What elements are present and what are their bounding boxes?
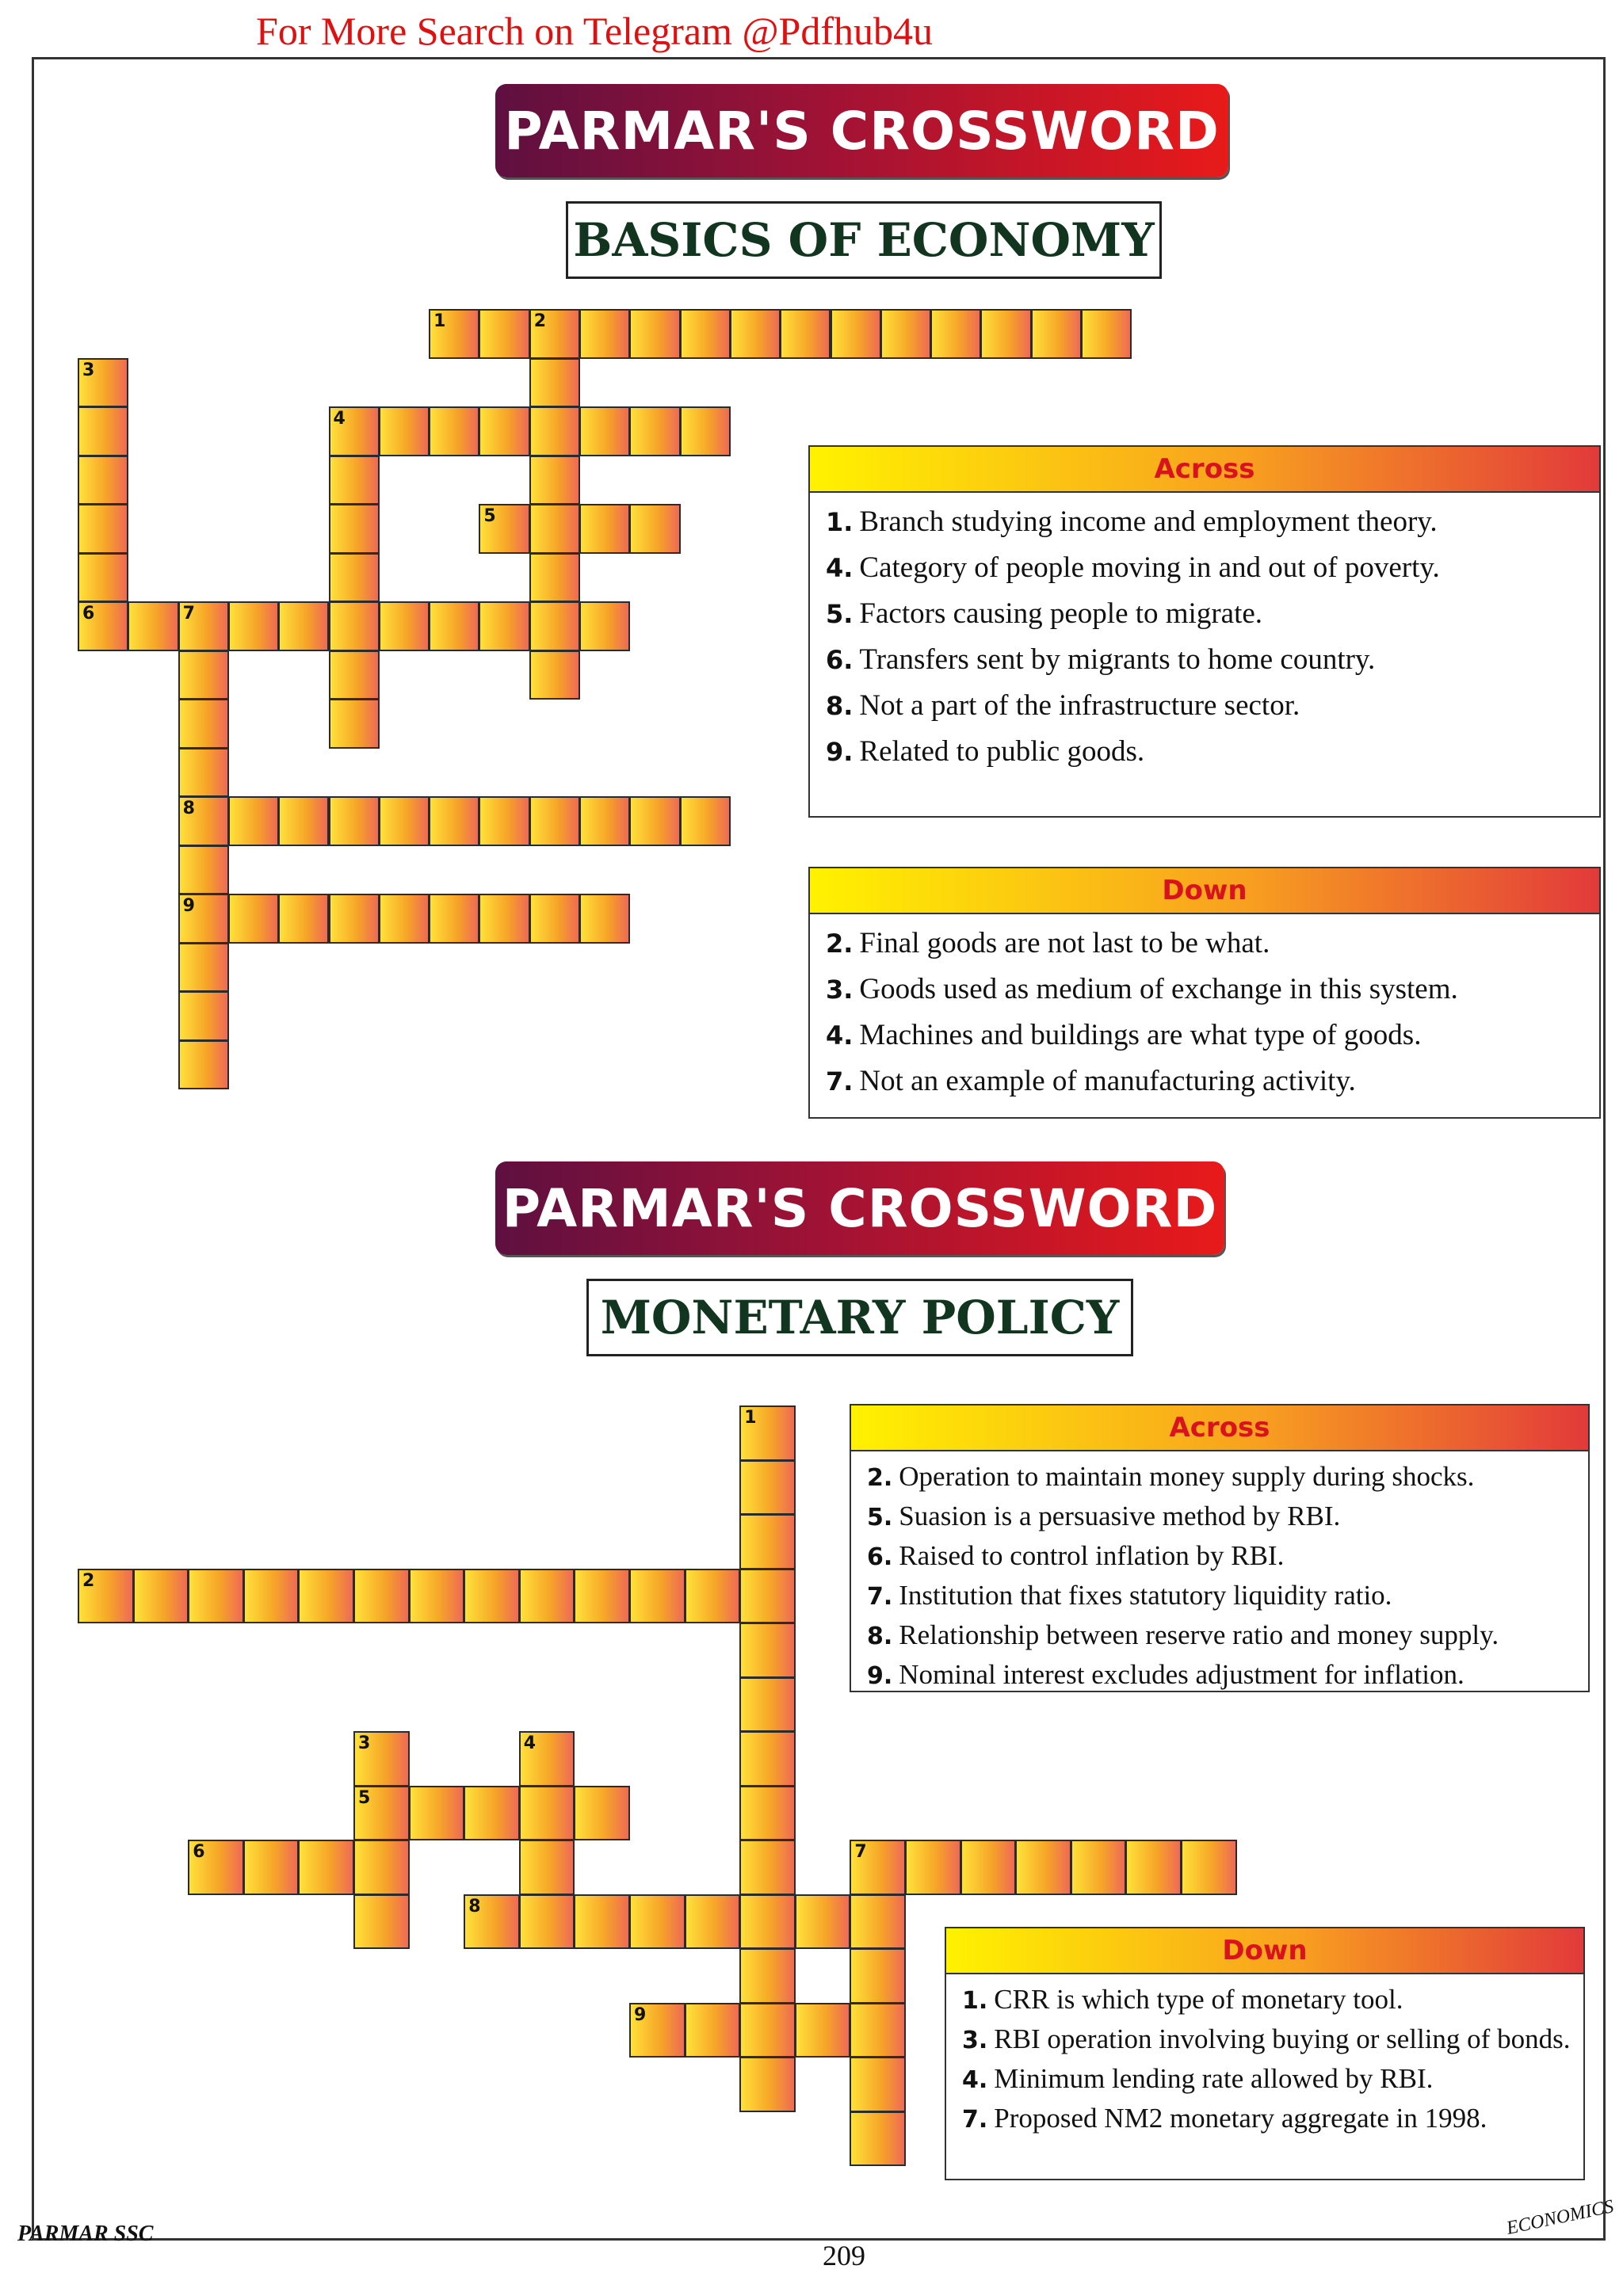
crossword-cell[interactable] bbox=[329, 650, 380, 700]
crossword-cell[interactable] bbox=[479, 504, 529, 554]
crossword-cell[interactable] bbox=[409, 1786, 465, 1841]
crossword-cell[interactable] bbox=[128, 601, 178, 651]
crossword-cell[interactable] bbox=[529, 406, 580, 456]
crossword-cell[interactable] bbox=[329, 504, 380, 554]
crossword-cell[interactable] bbox=[353, 1731, 410, 1787]
crossword-cell[interactable] bbox=[178, 796, 229, 846]
crossword-cell[interactable] bbox=[178, 601, 229, 651]
cell-number: 6 bbox=[193, 1842, 205, 1862]
crossword-cell[interactable] bbox=[739, 1840, 796, 1895]
cell-number: 7 bbox=[854, 1842, 867, 1862]
crossword-cell[interactable] bbox=[379, 894, 430, 944]
crossword-cell[interactable] bbox=[850, 2003, 906, 2058]
cell-number: 8 bbox=[182, 799, 195, 818]
crossword-cell[interactable] bbox=[905, 1840, 961, 1895]
crossword-cell[interactable] bbox=[353, 1786, 410, 1841]
crossword-cell[interactable] bbox=[479, 796, 529, 846]
crossword-cell[interactable] bbox=[78, 1569, 134, 1624]
crossword-cell[interactable] bbox=[464, 1569, 520, 1624]
crossword-cell[interactable] bbox=[329, 456, 380, 505]
crossword-cell[interactable] bbox=[519, 1786, 575, 1841]
crossword-cell[interactable] bbox=[850, 1894, 906, 1950]
crossword-cell[interactable] bbox=[479, 309, 529, 359]
crossword-cell[interactable] bbox=[529, 309, 580, 359]
clue-item: 4. Category of people moving in and out of poverty. bbox=[826, 551, 1440, 584]
cell-number: 3 bbox=[358, 1733, 371, 1753]
crossword-cell[interactable] bbox=[353, 1894, 410, 1950]
crossword-cell[interactable] bbox=[78, 601, 128, 651]
crossword-cell[interactable] bbox=[579, 406, 630, 456]
crossword-cell[interactable] bbox=[464, 1786, 520, 1841]
crossword-cell[interactable] bbox=[1181, 1840, 1237, 1895]
crossword-cell[interactable] bbox=[519, 1731, 575, 1787]
cell-number: 6 bbox=[82, 604, 95, 624]
crossword-cell[interactable] bbox=[329, 601, 380, 651]
crossword-cell[interactable] bbox=[329, 406, 380, 456]
clue-item: 3. Goods used as medium of exchange in this system. bbox=[826, 973, 1458, 1005]
crossword-cell[interactable] bbox=[188, 1840, 244, 1895]
clue-item: 7. Institution that fixes statutory liquidity ratio. bbox=[867, 1580, 1392, 1611]
crossword-cell[interactable] bbox=[730, 309, 781, 359]
crossword-cell[interactable] bbox=[243, 1569, 300, 1624]
crossword-cell[interactable] bbox=[529, 504, 580, 554]
crossword-cell[interactable] bbox=[680, 309, 731, 359]
crossword-cell[interactable] bbox=[850, 2111, 906, 2167]
crossword-cell[interactable] bbox=[579, 601, 630, 651]
crossword-cell[interactable] bbox=[739, 1677, 796, 1733]
crossword-cell[interactable] bbox=[78, 406, 128, 456]
crossword-cell[interactable] bbox=[178, 699, 229, 749]
clue-item: 9. Nominal interest excludes adjustment for inflation. bbox=[867, 1659, 1465, 1690]
cell-number: 8 bbox=[468, 1896, 481, 1917]
crossword-cell[interactable] bbox=[519, 1569, 575, 1624]
footer-publisher: PARMAR SSC bbox=[17, 2222, 154, 2246]
crossword-cell[interactable] bbox=[178, 1040, 229, 1090]
crossword-cell[interactable] bbox=[579, 309, 630, 359]
cell-number: 2 bbox=[82, 1570, 95, 1591]
clue-item: 4. Minimum lending rate allowed by RBI. bbox=[962, 2063, 1434, 2094]
crossword-cell[interactable] bbox=[529, 553, 580, 603]
crossword-cell[interactable] bbox=[739, 1514, 796, 1569]
crossword-cell[interactable] bbox=[850, 1948, 906, 2004]
crossword-cell[interactable] bbox=[831, 309, 881, 359]
crossword-cell[interactable] bbox=[278, 601, 329, 651]
cell-number: 4 bbox=[333, 409, 346, 429]
puzzle1-down-heading: Down bbox=[810, 868, 1599, 914]
crossword-cell[interactable] bbox=[780, 309, 831, 359]
cell-number: 1 bbox=[744, 1408, 757, 1428]
crossword-cell[interactable] bbox=[519, 1840, 575, 1895]
clue-item: 1. Branch studying income and employment theory. bbox=[826, 505, 1438, 538]
crossword-cell[interactable] bbox=[685, 1569, 741, 1624]
crossword-cell[interactable] bbox=[850, 2057, 906, 2112]
crossword-cell[interactable] bbox=[739, 1569, 796, 1624]
clue-item: 1. CRR is which type of monetary tool. bbox=[962, 1984, 1403, 2015]
crossword-cell[interactable] bbox=[379, 796, 430, 846]
footer-section: ECONOMICS bbox=[1504, 2196, 1616, 2240]
crossword-cell[interactable] bbox=[278, 894, 329, 944]
puzzle2-title: MONETARY POLICY bbox=[586, 1279, 1133, 1356]
crossword-cell[interactable] bbox=[739, 1460, 796, 1516]
crossword-cell[interactable] bbox=[353, 1840, 410, 1895]
crossword-cell[interactable] bbox=[739, 1623, 796, 1678]
crossword-cell[interactable] bbox=[479, 894, 529, 944]
crossword-cell[interactable] bbox=[329, 796, 380, 846]
cell-number: 3 bbox=[82, 360, 95, 380]
crossword-cell[interactable] bbox=[739, 1894, 796, 1950]
crossword-cell[interactable] bbox=[479, 406, 529, 456]
crossword-cell[interactable] bbox=[78, 504, 128, 554]
clue-item: 6. Raised to control inflation by RBI. bbox=[867, 1540, 1285, 1571]
crossword-cell[interactable] bbox=[178, 943, 229, 993]
crossword-cell[interactable] bbox=[629, 2003, 685, 2058]
crossword-cell[interactable] bbox=[329, 699, 380, 749]
telegram-watermark: For More Search on Telegram @Pdfhub4u bbox=[256, 9, 933, 53]
crossword-cell[interactable] bbox=[228, 796, 279, 846]
crossword-cell[interactable] bbox=[429, 894, 479, 944]
crossword-cell[interactable] bbox=[579, 894, 630, 944]
clue-item: 5. Suasion is a persuasive method by RBI. bbox=[867, 1501, 1341, 1531]
crossword-cell[interactable] bbox=[574, 1569, 630, 1624]
crossword-cell[interactable] bbox=[429, 796, 479, 846]
crossword-cell[interactable] bbox=[960, 1840, 1017, 1895]
crossword-cell[interactable] bbox=[529, 456, 580, 505]
crossword-cell[interactable] bbox=[243, 1840, 300, 1895]
crossword-cell[interactable] bbox=[379, 406, 430, 456]
crossword-cell[interactable] bbox=[278, 796, 329, 846]
puzzle1-title: BASICS OF ECONOMY bbox=[566, 201, 1162, 279]
crossword-cell[interactable] bbox=[178, 748, 229, 798]
crossword-cell[interactable] bbox=[529, 601, 580, 651]
clue-item: 2. Final goods are not last to be what. bbox=[826, 927, 1270, 959]
crossword-cell[interactable] bbox=[188, 1569, 244, 1624]
crossword-cell[interactable] bbox=[1015, 1840, 1071, 1895]
clue-item: 3. RBI operation involving buying or selling of bonds. bbox=[962, 2023, 1571, 2054]
crossword-cell[interactable] bbox=[429, 406, 479, 456]
crossword-cell[interactable] bbox=[739, 1731, 796, 1787]
crossword-cell[interactable] bbox=[529, 796, 580, 846]
crossword-cell[interactable] bbox=[464, 1894, 520, 1950]
cell-number: 1 bbox=[433, 311, 446, 331]
puzzle2-across-heading: Across bbox=[851, 1405, 1588, 1451]
crossword-cell[interactable] bbox=[228, 894, 279, 944]
crossword-cell[interactable] bbox=[1031, 309, 1082, 359]
crossword-cell[interactable] bbox=[739, 2003, 796, 2058]
crossword-cell[interactable] bbox=[429, 309, 479, 359]
crossword-cell[interactable] bbox=[629, 406, 680, 456]
crossword-cell[interactable] bbox=[629, 796, 680, 846]
crossword-cell[interactable] bbox=[1081, 309, 1132, 359]
crossword-cell[interactable] bbox=[298, 1569, 354, 1624]
crossword-cell[interactable] bbox=[353, 1569, 410, 1624]
crossword-cell[interactable] bbox=[178, 894, 229, 944]
cell-number: 4 bbox=[523, 1733, 537, 1753]
crossword-cell[interactable] bbox=[228, 601, 279, 651]
clue-item: 5. Factors causing people to migrate. bbox=[826, 597, 1263, 630]
crossword-cell[interactable] bbox=[579, 504, 630, 554]
clue-item: 9. Related to public goods. bbox=[826, 735, 1145, 768]
crossword-cell[interactable] bbox=[178, 991, 229, 1041]
cell-number: 9 bbox=[182, 896, 195, 916]
crossword-cell[interactable] bbox=[329, 894, 380, 944]
clue-item: 8. Relationship between reserve ratio and money supply. bbox=[867, 1619, 1499, 1650]
crossword-cell[interactable] bbox=[78, 358, 128, 408]
cell-number: 7 bbox=[182, 604, 195, 624]
crossword-cell[interactable] bbox=[579, 796, 630, 846]
puzzle1-banner: PARMAR'S CROSSWORD bbox=[495, 84, 1228, 177]
crossword-cell[interactable] bbox=[178, 650, 229, 700]
crossword-cell[interactable] bbox=[739, 1786, 796, 1841]
crossword-cell[interactable] bbox=[680, 796, 731, 846]
clue-item: 4. Machines and buildings are what type of goods. bbox=[826, 1019, 1422, 1051]
cell-number: 9 bbox=[634, 2004, 647, 2025]
crossword-cell[interactable] bbox=[629, 1894, 685, 1950]
clue-item: 6. Transfers sent by migrants to home country. bbox=[826, 643, 1376, 676]
crossword-cell[interactable] bbox=[529, 894, 580, 944]
crossword-cell[interactable] bbox=[680, 406, 731, 456]
crossword-cell[interactable] bbox=[930, 309, 981, 359]
puzzle2-banner: PARMAR'S CROSSWORD bbox=[495, 1161, 1224, 1255]
crossword-cell[interactable] bbox=[629, 1569, 685, 1624]
crossword-cell[interactable] bbox=[479, 601, 529, 651]
crossword-cell[interactable] bbox=[739, 1948, 796, 2004]
puzzle1-across-heading: Across bbox=[810, 447, 1599, 493]
crossword-cell[interactable] bbox=[409, 1569, 465, 1624]
clue-item: 7. Not an example of manufacturing activity. bbox=[826, 1065, 1356, 1097]
crossword-cell[interactable] bbox=[880, 309, 931, 359]
crossword-cell[interactable] bbox=[629, 504, 680, 554]
page-number: 209 bbox=[823, 2240, 865, 2271]
crossword-cell[interactable] bbox=[78, 456, 128, 505]
clue-item: 8. Not a part of the infrastructure sector. bbox=[826, 689, 1300, 722]
crossword-cell[interactable] bbox=[795, 1894, 851, 1950]
clue-item: 7. Proposed NM2 monetary aggregate in 1998. bbox=[962, 2103, 1487, 2134]
crossword-cell[interactable] bbox=[739, 2057, 796, 2112]
crossword-cell[interactable] bbox=[685, 2003, 741, 2058]
puzzle2-down-heading: Down bbox=[946, 1928, 1583, 1974]
crossword-cell[interactable] bbox=[1125, 1840, 1182, 1895]
crossword-cell[interactable] bbox=[178, 845, 229, 895]
crossword-cell[interactable] bbox=[980, 309, 1031, 359]
crossword-cell[interactable] bbox=[574, 1894, 630, 1950]
crossword-cell[interactable] bbox=[795, 2003, 851, 2058]
crossword-cell[interactable] bbox=[529, 650, 580, 700]
crossword-cell[interactable] bbox=[1071, 1840, 1127, 1895]
crossword-cell[interactable] bbox=[739, 1405, 796, 1461]
clue-item: 2. Operation to maintain money supply during shocks. bbox=[867, 1461, 1475, 1492]
crossword-cell[interactable] bbox=[850, 1840, 906, 1895]
crossword-cell[interactable] bbox=[78, 553, 128, 603]
crossword-cell[interactable] bbox=[574, 1786, 630, 1841]
crossword-cell[interactable] bbox=[519, 1894, 575, 1950]
crossword-cell[interactable] bbox=[529, 358, 580, 408]
cell-number: 2 bbox=[533, 311, 546, 331]
crossword-cell[interactable] bbox=[133, 1569, 189, 1624]
crossword-cell[interactable] bbox=[379, 601, 430, 651]
crossword-cell[interactable] bbox=[298, 1840, 354, 1895]
cell-number: 5 bbox=[358, 1787, 371, 1808]
cell-number: 5 bbox=[483, 506, 496, 526]
crossword-cell[interactable] bbox=[329, 553, 380, 603]
crossword-cell[interactable] bbox=[629, 309, 680, 359]
crossword-cell[interactable] bbox=[429, 601, 479, 651]
crossword-cell[interactable] bbox=[685, 1894, 741, 1950]
